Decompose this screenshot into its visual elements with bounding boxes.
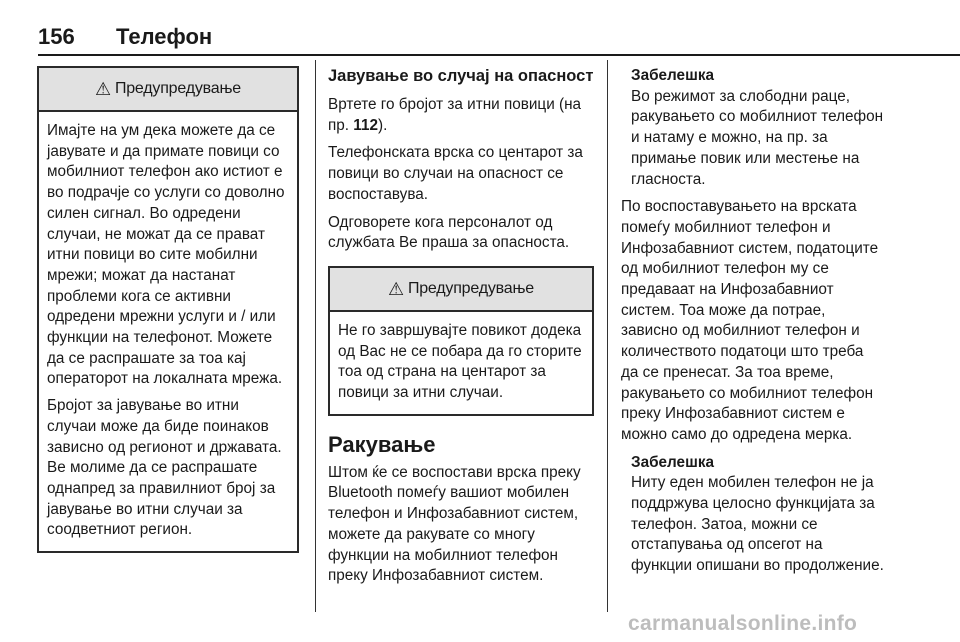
page-title: Телефон xyxy=(116,24,213,49)
operation-heading: Ракување xyxy=(328,431,436,457)
paragraph xyxy=(328,95,594,136)
column-2 xyxy=(328,66,594,594)
column-divider xyxy=(607,60,608,612)
warning-icon: ⚠ xyxy=(95,78,111,99)
paragraph: Одговорете кога персоналот од службата Ве праша за опасноста. xyxy=(328,213,570,252)
column-3 xyxy=(621,66,885,584)
text: Вртете го бројот за итни повици (на пр. xyxy=(328,96,582,134)
watermark-logo: carmanualsonline.info xyxy=(628,612,858,635)
page-number: 156 xyxy=(38,24,75,49)
note-block xyxy=(621,66,885,190)
warning-body xyxy=(330,312,592,414)
warning-icon: ⚠ xyxy=(388,278,404,299)
paragraph: Телефонската врска со центарот за повици во случаи на опасност се воспоставува. xyxy=(328,144,583,203)
warning-paragraph: Не го завршувајте повикот додека од Вас не се побара да го сторите тоа од страна на центарот за повици за итни случаи. xyxy=(338,321,582,402)
header-rule xyxy=(38,54,960,56)
warning-paragraph: Бројот за јавување во итни случаи може да биде поинаков зависно од регионот и државата. Ве молиме да се распрашате однапред за правилниот број за јавување во итни случаи за соодветниот регион. xyxy=(47,397,282,539)
warning-title: Предупредување xyxy=(407,279,534,297)
warning-box xyxy=(328,266,594,416)
note-text: Ниту еден мобилен телефон не ја поддржува целосно функцијата за телефон. Затоа, можни се отстапувања од опсегот на функции опишани во продолжение. xyxy=(631,474,884,575)
page-reference: 112 xyxy=(353,116,378,134)
note-title: Забелешка xyxy=(631,453,714,471)
column-1 xyxy=(37,66,299,553)
warning-title: Предупредување xyxy=(114,79,241,97)
note-block xyxy=(621,453,885,577)
text: ). xyxy=(377,116,388,134)
warning-box xyxy=(37,66,299,553)
page-header xyxy=(38,18,958,52)
paragraph: Штом ќе се воспостави врска преку Bluetooth помеѓу вашиот мобилен телефон и Инфозабавниот систем, можете да ракувате со многу функции на мобилниот телефон преку Инфозабавниот систем. xyxy=(328,463,581,585)
paragraph: По воспоставувањето на врската помеѓу мобилниот телефон и Инфозабавниот систем, податоците од мобилниот телефон му се предаваат на Инфозабавниот систем. Тоа може да потрае, зависно од мобилниот телефон и количеството податоци што треба да се пренесат. За тоа време, ракувањето со мобилниот телефон преку Инфозабавниот систем е можно само до одредена мерка. xyxy=(621,198,879,443)
warning-header xyxy=(330,268,592,312)
column-divider xyxy=(315,60,316,612)
note-text: Во режимот за слободни раце, ракувањето со мобилниот телефон и натаму е можно, на пр. за примање повик или местење на гласноста. xyxy=(631,87,884,188)
note-title: Забелешка xyxy=(631,67,714,84)
warning-paragraph: Имајте на ум дека можете да се јавувате и да примате повици со мобилниот телефон ако истиот е во подрачје со услуги со доволно силен сигнал. Во одредени случаи, не можат да се прават итни повици во сите мобилни мрежи; можат да настанат проблеми кога се активни одредени мрежни услуги и / или функции на телефонот. Можете да се распрашате за тоа кај операторот на локалната мрежа. xyxy=(47,122,285,388)
warning-body xyxy=(39,112,297,551)
warning-header xyxy=(39,68,297,112)
emergency-call-heading: Јавување во случај на опасност xyxy=(328,67,594,85)
